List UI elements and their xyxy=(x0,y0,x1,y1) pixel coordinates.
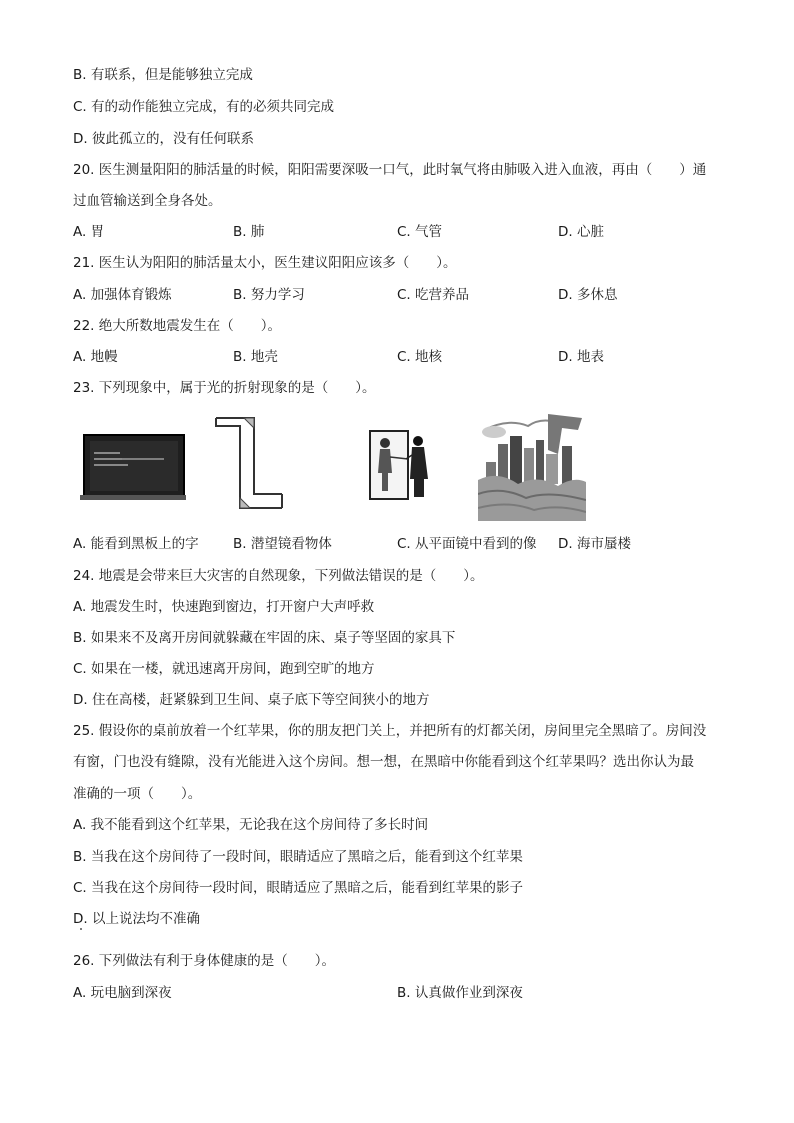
q20-option-d: D. 心脏 xyxy=(558,224,604,240)
q22-option-c: C. 地核 xyxy=(397,349,443,365)
q26-option-b: B. 认真做作业到深夜 xyxy=(397,985,523,1001)
q24-stem: 24. 地震是会带来巨大灾害的自然现象，下列做法错误的是（ ）。 xyxy=(73,568,484,584)
q19-option-b: B. 有联系，但是能够独立完成 xyxy=(73,67,253,83)
q22-stem: 22. 绝大所数地震发生在（ ）。 xyxy=(73,318,282,334)
q20-option-a: A. 胃 xyxy=(73,224,105,240)
q20-stem-line2: 过血管输送到全身各处。 xyxy=(73,193,222,209)
q24-option-c: C. 如果在一楼，就迅速离开房间，跑到空旷的地方 xyxy=(73,661,375,677)
mirror-image xyxy=(368,429,436,501)
q24-option-a: A. 地震发生时，快速跑到窗边，打开窗户大声呼救 xyxy=(73,599,375,615)
q25-option-a: A. 我不能看到这个红苹果，无论我在这个房间待了多长时间 xyxy=(73,817,429,833)
stray-dot xyxy=(80,928,82,930)
q21-option-c: C. 吃营养品 xyxy=(397,287,470,303)
q19-option-d: D. 彼此孤立的，没有任何联系 xyxy=(73,131,254,147)
q25-stem-line1: 25. 假设你的桌前放着一个红苹果，你的朋友把门关上，并把所有的灯都关闭，房间里完全黑暗了。房间没 xyxy=(73,723,707,739)
q25-stem-line2: 有窗，门也没有缝隙，没有光能进入这个房间。想一想，在黑暗中你能看到这个红苹果吗？选出你认为最 xyxy=(73,754,694,770)
q21-option-d: D. 多休息 xyxy=(558,287,618,303)
q26-option-a: A. 玩电脑到深夜 xyxy=(73,985,172,1001)
q25-stem-line3: 准确的一项（ ）。 xyxy=(73,786,202,802)
q21-option-a: A. 加强体育锻炼 xyxy=(73,287,172,303)
q22-option-a: A. 地幔 xyxy=(73,349,118,365)
q25-option-d: D. 以上说法均不准确 xyxy=(73,911,200,927)
q20-stem-line1: 20. 医生测量阳阳的肺活量的时候，阳阳需要深吸一口气，此时氧气将由肺吸入进入血液，再由（ ）通 xyxy=(73,162,707,178)
q20-option-c: C. 气管 xyxy=(397,224,443,240)
q19-option-c: C. 有的动作能独立完成，有的必须共同完成 xyxy=(73,99,335,115)
q22-option-d: D. 地表 xyxy=(558,349,604,365)
q23-stem: 23. 下列现象中，属于光的折射现象的是（ ）。 xyxy=(73,380,376,396)
q21-option-b: B. 努力学习 xyxy=(233,287,305,303)
q23-option-d: D. 海市蜃楼 xyxy=(558,536,631,552)
q22-option-b: B. 地壳 xyxy=(233,349,278,365)
q26-stem: 26. 下列做法有利于身体健康的是（ ）。 xyxy=(73,953,336,969)
mirage-image xyxy=(478,410,586,521)
blackboard-image xyxy=(80,433,186,501)
q25-option-c: C. 当我在这个房间待一段时间，眼睛适应了黑暗之后，能看到红苹果的影子 xyxy=(73,880,524,896)
q24-option-b: B. 如果来不及离开房间就躲藏在牢固的床、桌子等坚固的家具下 xyxy=(73,630,456,646)
q23-option-a: A. 能看到黑板上的字 xyxy=(73,536,199,552)
q21-stem: 21. 医生认为阳阳的肺活量太小，医生建议阳阳应该多（ ）。 xyxy=(73,255,457,271)
periscope-image xyxy=(214,416,284,520)
q20-option-b: B. 肺 xyxy=(233,224,265,240)
q25-option-b: B. 当我在这个房间待了一段时间，眼睛适应了黑暗之后，能看到这个红苹果 xyxy=(73,849,523,865)
q23-option-b: B. 潜望镜看物体 xyxy=(233,536,332,552)
q23-option-c: C. 从平面镜中看到的像 xyxy=(397,536,537,552)
q24-option-d: D. 住在高楼，赶紧躲到卫生间、桌子底下等空间狭小的地方 xyxy=(73,692,430,708)
